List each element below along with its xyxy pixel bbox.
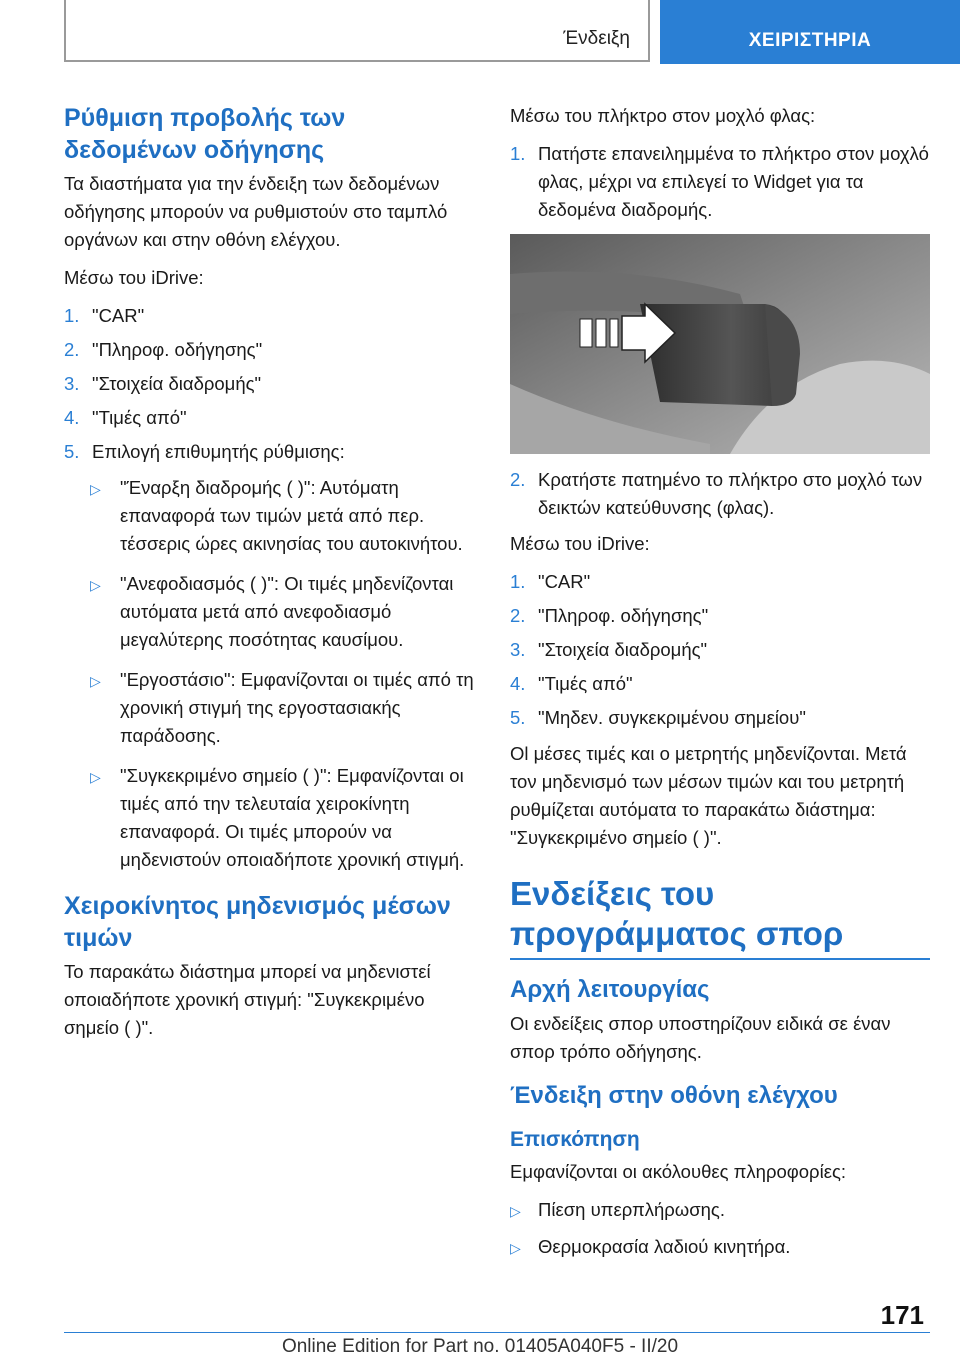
list-item: 1. "CAR": [64, 305, 145, 326]
list-item: ▷ "Έναρξη διαδρομής ( )": Αυτόματη επαναφορά των τιμών μετά από περ. τέσσερις ώρες ακινησίας του αυτοκινήτου.: [90, 474, 484, 558]
list-item: 3. "Στοιχεία διαδρομής": [510, 639, 708, 660]
button-steps-list-2: [510, 466, 930, 522]
options-list: [64, 474, 484, 874]
footer-divider: [64, 1332, 930, 1333]
via-button-label: Μέσω του πλήκτρο στον μοχλό φλας:: [510, 105, 816, 126]
paragraph-adjust: Τα διαστήματα για την ένδειξη των δεδομένων οδήγησης μπορούν να ρυθμιστούν στο ταμπλό οργάνων και στην οθόνη ελέγχου.: [64, 173, 448, 250]
chapter-tab: [660, 0, 960, 64]
list-item: 4. "Τιμές από": [64, 407, 187, 428]
paragraph-principle: Οι ενδείξεις σπορ υποστηρίζουν ειδικά σε έναν σπορ τρόπο οδήγησης.: [510, 1013, 891, 1062]
list-item: ▷ "Ανεφοδιασμός ( )": Οι τιμές μηδενίζονται αυτόματα μετά από ανεφοδιασμό μεγαλύτερης ποσότητας καυσίμου.: [90, 570, 484, 654]
turn-signal-lever-photo: [510, 234, 930, 454]
heading-adjust-display: Ρύθμιση προβολής των δεδομένων οδήγησης: [64, 104, 346, 164]
page-header: [0, 0, 960, 66]
idrive-steps-list: [510, 568, 930, 732]
via-idrive-label: Μέσω του iDrive:: [64, 267, 204, 288]
list-item: 2. "Πληροφ. οδήγησης": [64, 339, 263, 360]
paragraph-manual: Το παρακάτω διάστημα μπορεί να μηδενιστεί οποιαδήποτε χρονική στιγμή: "Συγκεκριμένο σημείο ( )".: [64, 961, 431, 1038]
via-idrive-label: Μέσω του iDrive:: [510, 533, 650, 554]
page-number: 171: [880, 1300, 924, 1330]
edition-footer: Online Edition for Part no. 01405A040F5 - II/20: [281, 1336, 679, 1357]
heading-overview: Επισκόπηση: [510, 1128, 640, 1151]
left-column: [64, 102, 484, 1052]
list-item: 3. "Στοιχεία διαδρομής": [64, 373, 262, 394]
triangle-bullet-icon: ▷: [90, 577, 101, 593]
list-item: ▷ Πίεση υπερπλήρωσης.: [510, 1196, 930, 1225]
list-item: 5. Επιλογή επιθυμητής ρύθμισης:: [64, 441, 345, 462]
triangle-bullet-icon: ▷: [90, 769, 101, 785]
paragraph-result: Ol μέσες τιμές και ο μετρητής μηδενίζονται. Μετά τον μηδενισμό των μέσων τιμών και του μετρητή ρυθμίζεται αυτόματα το παρακάτω διάστημα: "Συγκεκριμένο σημείο ( )".: [510, 743, 907, 848]
chapter-title: ΧΕΙΡΙΣΤΗΡΙΑ: [748, 30, 872, 51]
button-steps-list: [510, 140, 930, 224]
list-item: 4. "Τιμές από": [510, 673, 633, 694]
list-item: ▷ Θερμοκρασία λαδιού κινητήρα.: [510, 1233, 930, 1262]
heading-divider: [510, 958, 930, 960]
paragraph-overview: Εμφανίζονται οι ακόλουθες πληροφορίες:: [510, 1161, 846, 1182]
list-item: 1. "CAR": [510, 571, 591, 592]
list-item: 5. "Μηδεν. συγκεκριμένου σημείου": [510, 707, 806, 728]
heading-sport-displays: Ενδείξεις του προγράμματος σπορ: [510, 875, 844, 952]
section-title: Ένδειξη: [563, 28, 630, 49]
list-item: ▷ "Συγκεκριμένο σημείο ( )": Εμφανίζονται οι τιμές από την τελευταία χειροκίνητη επαναφορά. Οι τιμές μπορούν να μηδενιστούν οποιαδήποτε χρονική στιγμή.: [90, 762, 484, 874]
triangle-bullet-icon: ▷: [510, 1203, 521, 1219]
heading-principle: Αρχή λειτουργίας: [510, 976, 710, 1003]
triangle-bullet-icon: ▷: [510, 1240, 521, 1256]
overview-list: [510, 1196, 930, 1262]
section-tab: [64, 0, 650, 62]
triangle-bullet-icon: ▷: [90, 481, 101, 497]
triangle-bullet-icon: ▷: [90, 673, 101, 689]
list-item: 2. Κρατήστε πατημένο το πλήκτρο στο μοχλό των δεικτών κατεύθυνσης (φλας).: [510, 469, 923, 518]
right-column: [510, 102, 930, 1270]
list-item: 1. Πατήστε επανειλημμένα το πλήκτρο στον μοχλό φλας, μέχρι να επιλεγεί το Widget για τα δεδομένα διαδρομής.: [510, 143, 929, 220]
heading-manual-reset: Χειροκίνητος μηδενισμός μέσων τιμών: [64, 892, 451, 952]
list-item: 2. "Πληροφ. οδήγησης": [510, 605, 709, 626]
idrive-steps-list: [64, 302, 484, 466]
heading-display-control: Ένδειξη στην οθόνη ελέγχου: [510, 1082, 838, 1109]
list-item: ▷ "Εργοστάσιο": Εμφανίζονται οι τιμές από τη χρονική στιγμή της εργοστασιακής παράδοσης.: [90, 666, 484, 750]
